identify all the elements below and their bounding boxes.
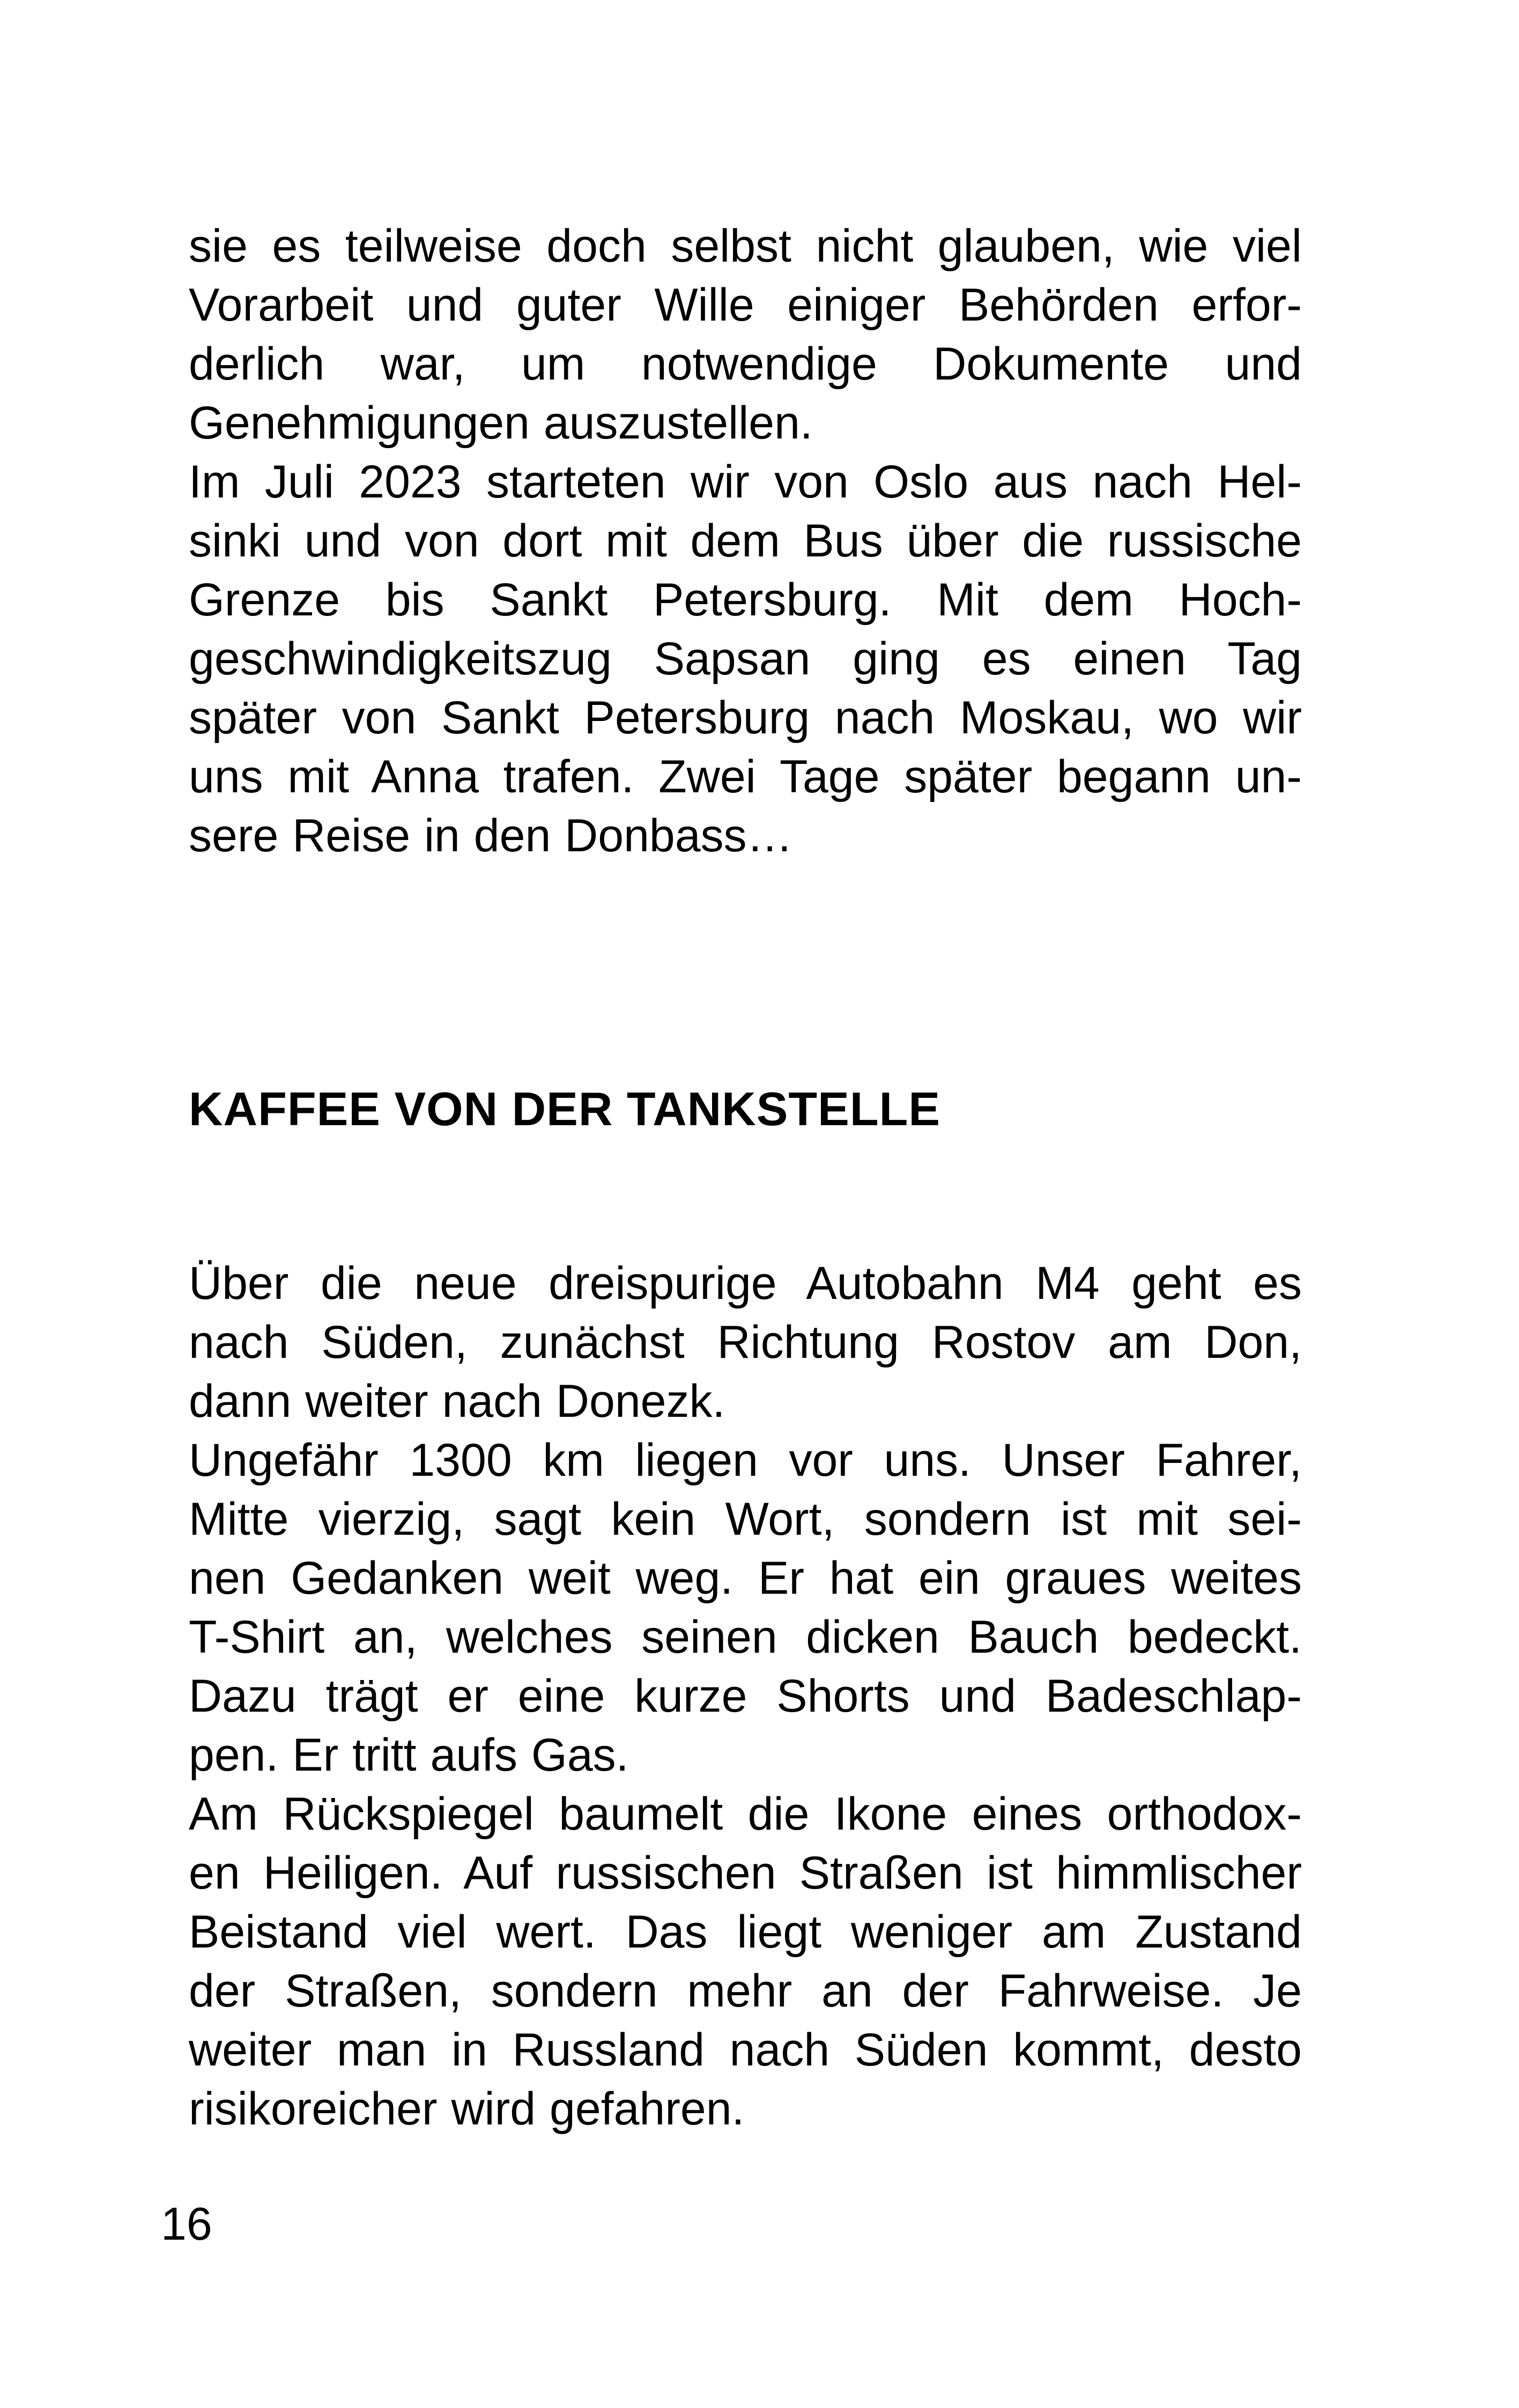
text-line: pen. Er tritt aufs Gas.: [189, 1729, 629, 1781]
text-line: Im Juli 2023 starteten wir von Oslo aus nach Hel-: [189, 456, 1302, 508]
text-line: Mitte vierzig, sagt kein Wort, sondern ist mit sei-: [189, 1493, 1302, 1545]
text-line: der Straßen, sondern mehr an der Fahrweise. Je: [189, 1965, 1302, 2017]
text-line: weiter man in Russland nach Süden kommt, desto: [189, 2024, 1302, 2076]
text-line: Ungefähr 1300 km liegen vor uns. Unser Fahrer,: [189, 1435, 1302, 1486]
text-line: sinki und von dort mit dem Bus über die russische: [189, 515, 1302, 567]
paragraph: [189, 452, 1302, 865]
paragraph: [189, 1254, 1302, 1431]
text-line: derlich war, um notwendige Dokumente und: [189, 338, 1302, 390]
text-line: Grenze bis Sankt Petersburg. Mit dem Hoch-: [189, 574, 1302, 626]
paragraph: [189, 1785, 1302, 2138]
text-line: sie es teilweise doch selbst nicht glauben, wie viel: [189, 220, 1302, 272]
text-line: später von Sankt Petersburg nach Moskau, wo wir: [189, 692, 1302, 744]
text-line: sere Reise in den Donbass…: [189, 810, 793, 861]
text-line: risikoreicher wird gefahren.: [189, 2083, 745, 2135]
paragraphs-before-heading: [189, 217, 1302, 865]
text-line: Dazu trägt er eine kurze Shorts und Badeschlap-: [189, 1670, 1302, 1722]
text-line: Vorarbeit und guter Wille einiger Behörden erfor-: [189, 279, 1302, 331]
paragraph: [189, 1431, 1302, 1785]
page-number: 16: [161, 2198, 212, 2250]
text-line: en Heiligen. Auf russischen Straßen ist himmlischer: [189, 1847, 1302, 1899]
text-line: Beistand viel wert. Das liegt weniger am Zustand: [189, 1906, 1302, 1958]
paragraphs-after-heading: [189, 1254, 1302, 2138]
text-column: [189, 217, 1302, 2138]
text-line: nen Gedanken weit weg. Er hat ein graues weites: [189, 1552, 1302, 1604]
text-line: geschwindigkeitszug Sapsan ging es einen Tag: [189, 633, 1302, 685]
text-line: T-Shirt an, welches seinen dicken Bauch bedeckt.: [189, 1611, 1302, 1663]
text-line: Genehmigungen auszustellen.: [189, 397, 813, 449]
text-line: nach Süden, zunächst Richtung Rostov am Don,: [189, 1317, 1302, 1368]
text-line: Über die neue dreispurige Autobahn M4 geht es: [189, 1258, 1302, 1309]
text-line: Am Rückspiegel baumelt die Ikone eines orthodox-: [189, 1788, 1302, 1840]
section-heading: KAFFEE VON DER TANKSTELLE: [189, 1082, 941, 1135]
text-line: dann weiter nach Donezk.: [189, 1376, 725, 1427]
paragraph: [189, 217, 1302, 452]
text-line: uns mit Anna trafen. Zwei Tage später begann un-: [189, 751, 1302, 802]
